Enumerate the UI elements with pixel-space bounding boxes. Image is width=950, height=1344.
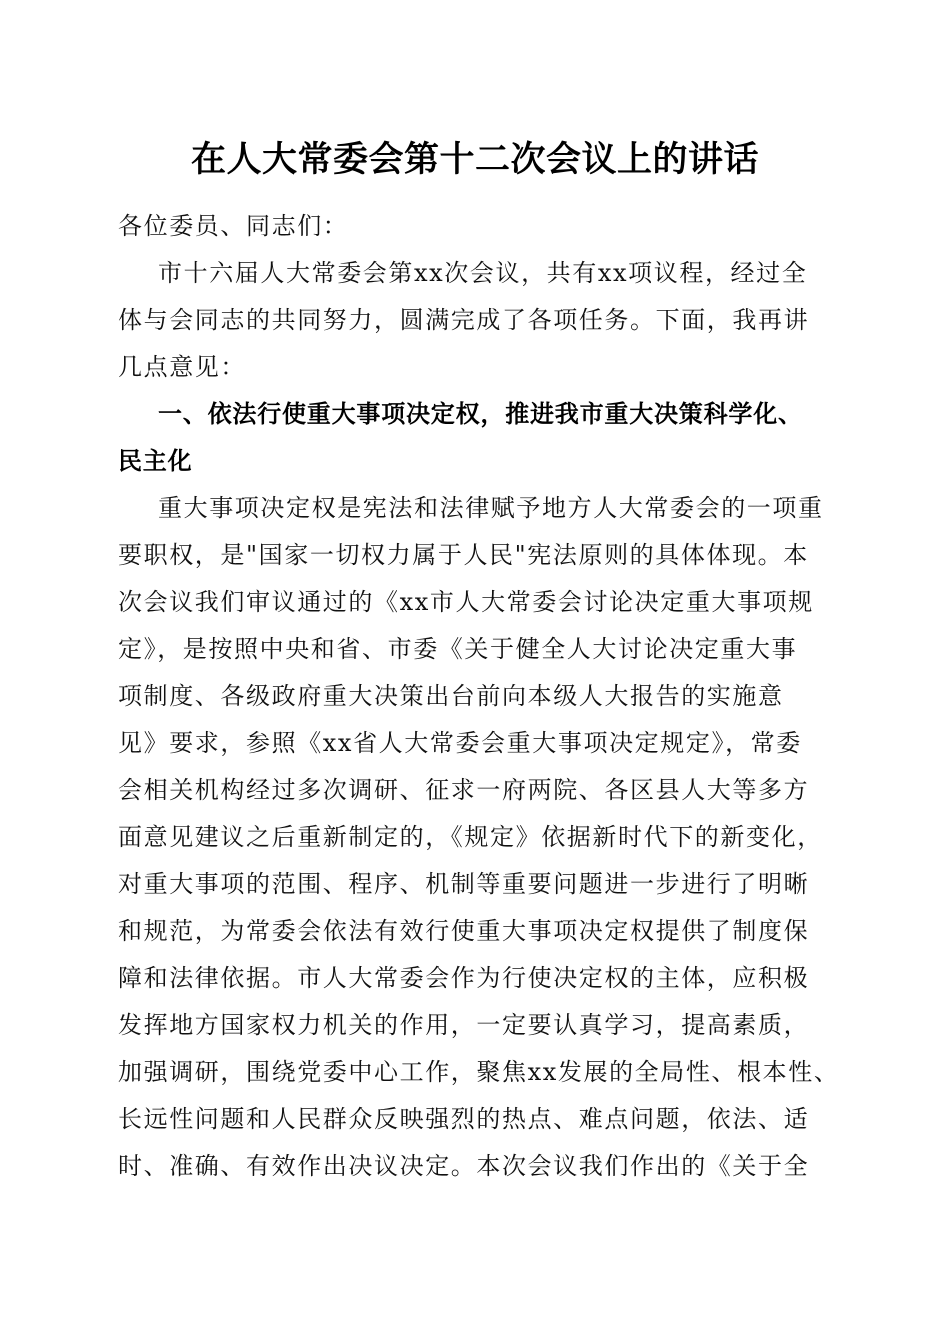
document-body (118, 203, 840, 1190)
section-heading: 一、依法行使重大事项决定权，推进我市重大决策科学化、 (158, 400, 803, 428)
paragraph-line: 对重大事项的范围、程序、机制等重要问题进一步进行了明晰 (118, 870, 810, 898)
paragraph-line: 体与会同志的共同努力，圆满完成了各项任务。下面，我再讲 (118, 306, 810, 334)
document-title: 在人大常委会第十二次会议上的讲话 (190, 140, 759, 180)
paragraph-line: 发挥地方国家权力机关的作用，一定要认真学习，提高素质， (118, 1011, 810, 1039)
paragraph-line: 市十六届人大常委会第xx次会议，共有xx项议程，经过全 (158, 259, 808, 287)
paragraph-line: 障和法律依据。市人大常委会作为行使决定权的主体，应积极 (118, 964, 810, 992)
section-heading: 民主化 (118, 447, 193, 475)
paragraph-line: 会相关机构经过多次调研、征求一府两院、各区县人大等多方 (118, 776, 810, 804)
paragraph-line: 要职权，是"国家一切权力属于人民"宪法原则的具体体现。本 (118, 541, 809, 569)
paragraph-line: 时、准确、有效作出决议决定。本次会议我们作出的《关于全 (118, 1152, 810, 1180)
paragraph-line: 重大事项决定权是宪法和法律赋予地方人大常委会的一项重 (158, 494, 824, 522)
paragraph-line: 长远性问题和人民群众反映强烈的热点、难点问题，依法、适 (118, 1105, 810, 1133)
paragraph-line: 和规范，为常委会依法有效行使重大事项决定权提供了制度保 (118, 917, 810, 945)
paragraph-line: 加强调研，围绕党委中心工作，聚焦xx发展的全局性、根本性、 (118, 1058, 840, 1086)
paragraph-line: 次会议我们审议通过的《xx市人大常委会讨论决定重大事项规 (118, 588, 814, 616)
salutation: 各位委员、同志们： (118, 212, 349, 240)
paragraph-line: 见》要求，参照《xx省人大常委会重大事项决定规定》，常委 (118, 729, 802, 757)
paragraph-line: 项制度、各级政府重大决策出台前向本级人大报告的实施意 (118, 682, 784, 710)
paragraph-line: 定》，是按照中央和省、市委《关于健全人大讨论决定重大事 (118, 635, 798, 663)
paragraph-line: 几点意见： (118, 353, 246, 381)
paragraph-line: 面意见建议之后重新制定的，《规定》依据新时代下的新变化， (118, 823, 823, 851)
